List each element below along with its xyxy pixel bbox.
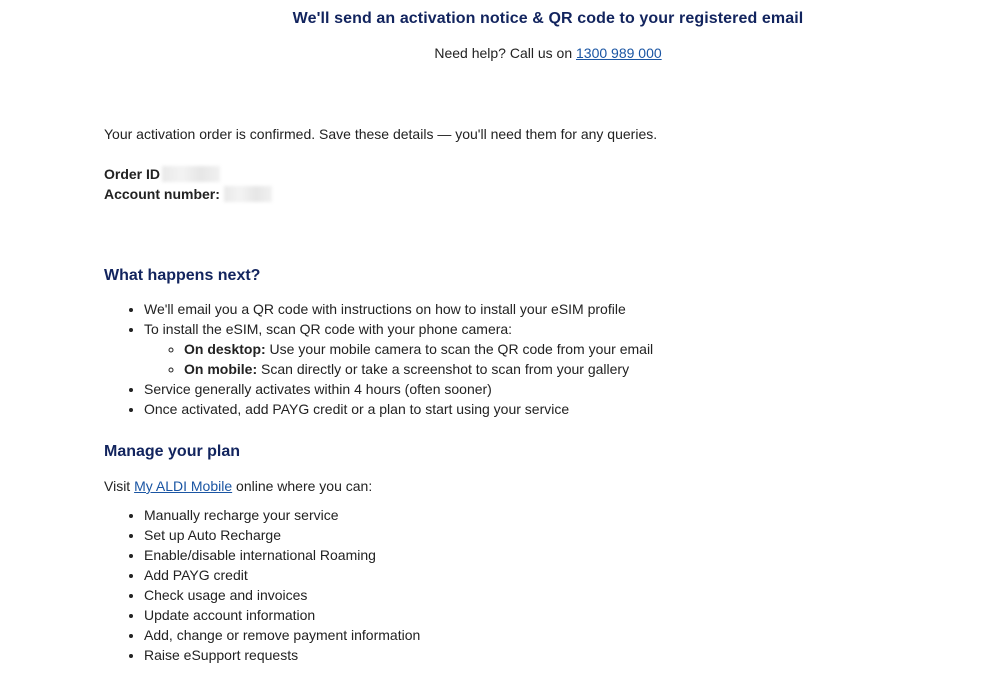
list-item: • Set up Auto Recharge <box>144 525 964 545</box>
list-item: • Add PAYG credit <box>144 565 964 585</box>
list-item <box>144 319 964 379</box>
list-item: • Manually recharge your service <box>144 505 964 525</box>
page-title: We'll send an activation notice & QR code to your registered email <box>292 10 804 27</box>
list-item: • Enable/disable international Roaming <box>144 545 964 565</box>
visit-suffix: online where you can: <box>232 478 373 494</box>
sub-item-label: On mobile: <box>184 361 258 377</box>
manage-plan-list <box>104 505 964 665</box>
what-happens-next-list <box>104 299 964 419</box>
manage-plan-heading: Manage your plan <box>104 443 241 460</box>
order-id-label: Order ID <box>104 166 161 182</box>
account-number-row <box>104 184 964 204</box>
list-item: • Service generally activates within 4 hours (often sooner) <box>144 379 964 399</box>
list-item: • We'll email you a QR code with instructions on how to install your eSIM profile <box>144 299 964 319</box>
help-prefix: Need help? Call us on <box>434 45 576 61</box>
account-number-label: Account number: <box>104 186 220 202</box>
main-content <box>104 124 964 663</box>
list-item-text: To install the eSIM, scan QR code with your phone camera: <box>144 321 513 337</box>
order-id-row <box>104 164 964 184</box>
sub-item-text: Use your mobile camera to scan the QR code from your email <box>265 341 654 357</box>
sub-list-item <box>184 359 964 379</box>
list-item: • Check usage and invoices <box>144 585 964 605</box>
help-line <box>0 45 999 61</box>
sub-list-item <box>184 339 964 359</box>
sub-item-label: On desktop: <box>184 341 266 357</box>
confirmation-text: Your activation order is confirmed. Save these details — you'll need them for any queries. <box>104 126 658 142</box>
list-item: • Add, change or remove payment information <box>144 625 964 645</box>
sub-item-text: Scan directly or take a screenshot to scan from your gallery <box>257 361 630 377</box>
what-happens-next-heading: What happens next? <box>104 267 261 284</box>
visit-line <box>104 476 372 496</box>
order-id-redacted <box>162 166 220 182</box>
my-aldi-mobile-link[interactable]: My ALDI Mobile <box>134 478 233 494</box>
help-phone-link[interactable]: 1300 989 000 <box>576 45 662 61</box>
list-item: • Raise eSupport requests <box>144 645 964 665</box>
order-details <box>104 164 964 204</box>
visit-prefix: Visit <box>104 478 135 494</box>
list-item: • Once activated, add PAYG credit or a plan to start using your service <box>144 399 964 419</box>
account-number-redacted <box>224 186 272 202</box>
list-item: • Update account information <box>144 605 964 625</box>
